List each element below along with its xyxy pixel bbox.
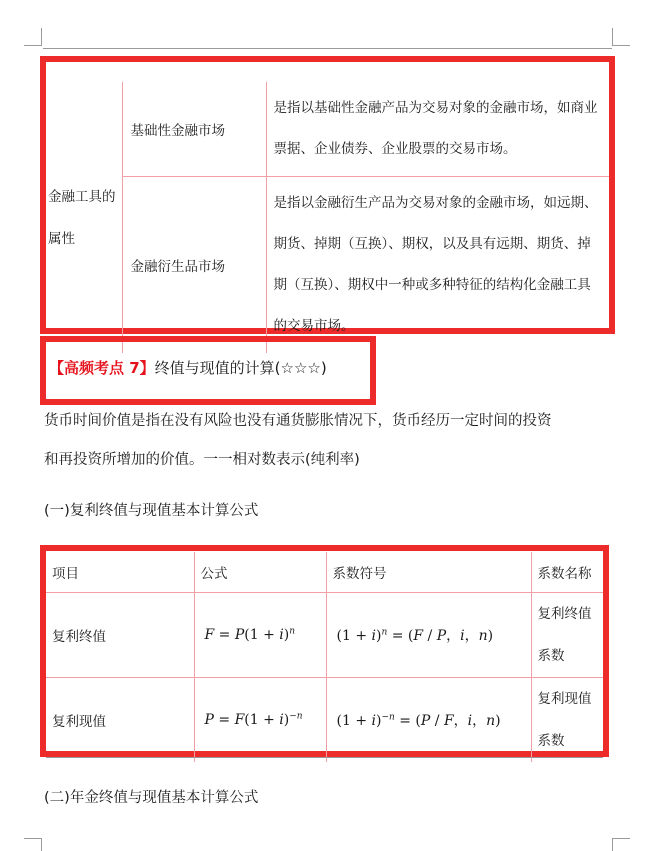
section-title-annuity: (二)年金终值与现值基本计算公式: [44, 790, 259, 806]
coefficient-symbol: $(1 + i)^{-n} = (P / F$，i，n): [336, 711, 501, 729]
formula-cell: [194, 592, 326, 677]
attribute-cell: 金融工具的属性: [40, 82, 122, 353]
market-type-cell: 基础性金融市场: [122, 82, 266, 177]
column-header: 系数符号: [326, 552, 531, 592]
section-title-compound: (一)复利终值与现值基本计算公式: [44, 503, 259, 519]
symbol-cell: [326, 592, 531, 677]
table-rule: [46, 757, 603, 758]
market-desc-cell: 是指以金融衍生产品为交易对象的金融市场，如远期、期货、掉期（互换）、期权，以及具有远期、期货、掉期（互换）、期权中一种或多种特征的结构化金融工具的交易市场。: [266, 177, 609, 354]
column-header: 项目: [46, 552, 194, 592]
symbol-cell: [326, 677, 531, 762]
header-rule: [43, 48, 612, 49]
name-cell: 复利现值系数: [531, 677, 603, 762]
heading-title: 终值与现值的计算(☆☆☆): [154, 359, 327, 377]
formula: $P = F(1 + i)^{-n}$: [204, 711, 303, 728]
column-header: 公式: [194, 552, 326, 592]
compound-interest-table: [46, 552, 603, 762]
formula: $F = P(1 + i)^n$: [204, 626, 296, 643]
paragraph-line: 货币时间价值是指在没有风险也没有通货膨胀情况下，货币经历一定时间的投资: [44, 413, 552, 429]
item-cell: 复利终值: [46, 592, 194, 677]
corner-mark: [24, 838, 42, 851]
coefficient-symbol: $(1 + i)^n = (F / P$，i，n): [336, 626, 494, 644]
financial-instrument-table: [40, 82, 609, 353]
column-header: 系数名称: [531, 552, 603, 592]
corner-mark: [24, 28, 42, 46]
heading-tag: 【高频考点 7】: [49, 359, 155, 377]
item-cell: 复利现值: [46, 677, 194, 762]
section-heading: [49, 357, 327, 379]
corner-mark: [612, 28, 630, 46]
market-desc-cell: 是指以基础性金融产品为交易对象的金融市场，如商业票据、企业债券、企业股票的交易市场。: [266, 82, 609, 177]
formula-cell: [194, 677, 326, 762]
paragraph-line: 和再投资所增加的价值。一一相对数表示(纯利率): [44, 452, 360, 468]
corner-mark: [612, 838, 630, 851]
market-type-cell: 金融衍生品市场: [122, 177, 266, 354]
name-cell: 复利终值系数: [531, 592, 603, 677]
